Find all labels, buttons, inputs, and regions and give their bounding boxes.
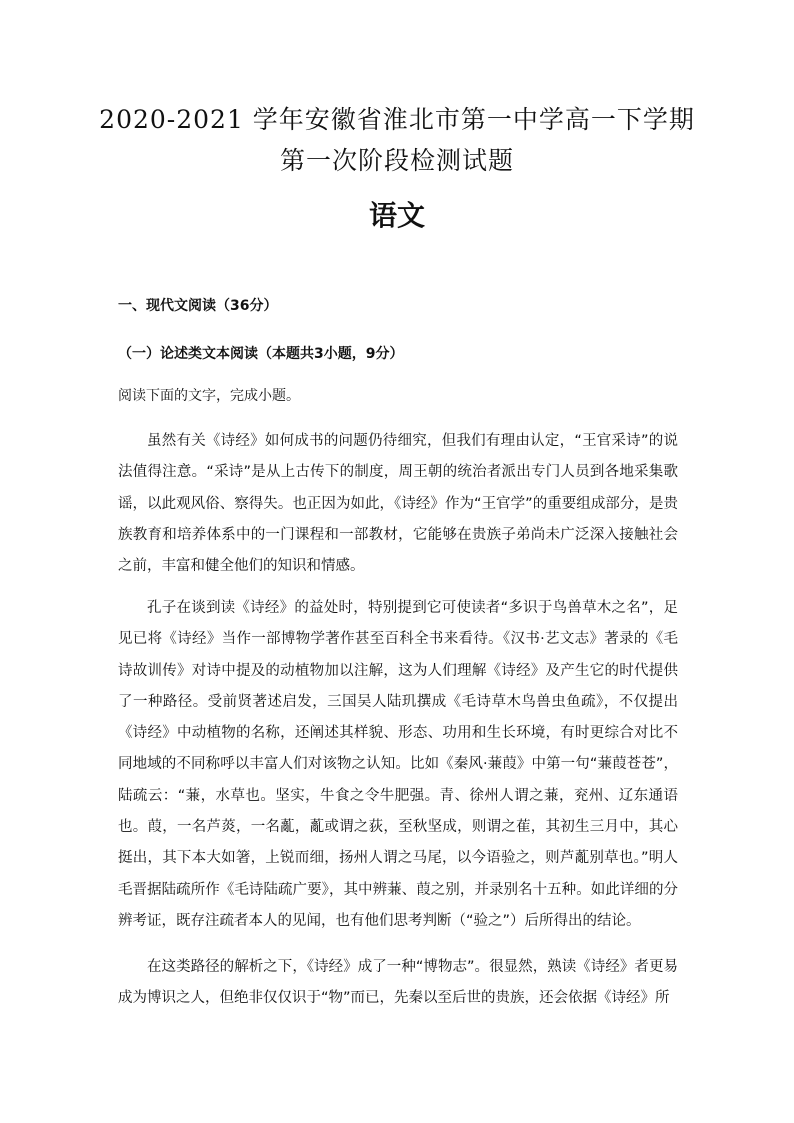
exam-title-line1: 2020-2021 学年安徽省淮北市第一中学高一下学期 [99,105,695,134]
subsection-heading-argumentative: （一）论述类文本阅读（本题共3小题，9分） [118,346,404,362]
section-heading-modern-reading: 一、现代文阅读（36分） [118,298,278,314]
exam-title-line2: 第一次阶段检测试题 [279,146,514,175]
reading-instruction: 阅读下面的文字，完成小题。 [118,388,300,404]
passage-paragraph-3: 在这类路径的解析之下，《诗经》成了一种“博物志”。很显然，熟读《诗经》者更易成为博识之人，但绝非仅仅识于“物”而已，先秦以至后世的贵族，还会依据《诗经》所 [118,959,678,1007]
passage-paragraph-2: 孔子在谈到读《诗经》的益处时，特别提到它可使读者“多识于鸟兽草木之名”，足见已将《诗经》当作一部博物学著作甚至百科全书来看待。《汉书·艺文志》著录的《毛诗故训传》对诗中提及的动植物加以注解，这为人们理解《诗经》及产生它的时代提供了一种路径。受前贤著述启发，三国吴人陆玑撰成《毛诗草木鸟兽虫鱼疏》，不仅提出《诗经》中动植物的名称，还阐述其样貌、形态、功用和生长环境，有时更综合对比不同地域的不同称呼以丰富人们对该物之认知。比如《秦风·蒹葭》中第一句“蒹葭苍苍”，陆疏云：“蒹，水草也。坚实，牛食之令牛肥强。青、徐州人谓之蒹，兖州、辽东通语也。葭，一名芦菼，一名薍，薍或谓之荻，至秋坚成，则谓之萑，其初生三月中，其心挺出，其下本大如箸，上锐而细，扬州人谓之马尾，以今语验之，则芦薍别草也。”明人毛晋据陆疏所作《毛诗陆疏广要》，其中辨蒹、葭之别，并录别名十五种。如此详细的分辨考证，既存注疏者本人的见闻，也有他们思考判断（“验之”）后所得出的结论。 [118,600,678,929]
subject-title: 语文 [368,199,425,232]
passage-paragraph-1: 虽然有关《诗经》如何成书的问题仍待细究，但我们有理由认定，“王官采诗”的说法值得注意。“采诗”是从上古传下的制度，周王朝的统治者派出专门人员到各地采集歌谣，以此观风俗、察得失。也正因为如此，《诗经》作为“王官学”的重要组成部分，是贵族教育和培养体系中的一门课程和一部教材，它能够在贵族子弟尚未广泛深入接触社会之前，丰富和健全他们的知识和情感。 [118,433,678,575]
